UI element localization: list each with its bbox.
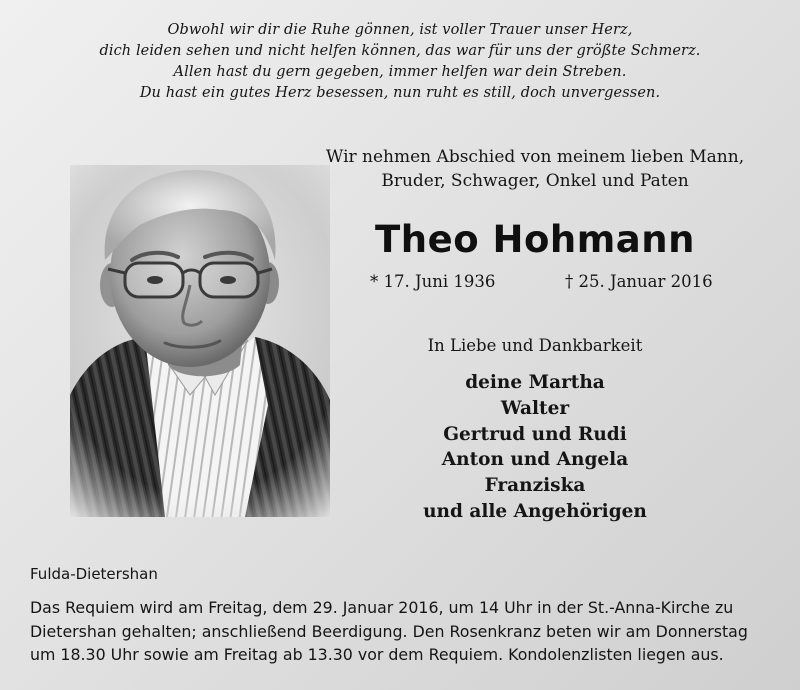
requiem-line: Das Requiem wird am Freitag, dem 29. Januar 2016, um 14 Uhr in der St.-Anna-Kirche zu	[30, 598, 734, 617]
intro-text	[320, 145, 750, 193]
intro-line: Wir nehmen Abschied von meinem lieben Mann,	[325, 147, 745, 167]
poem-line: Obwohl wir dir die Ruhe gönnen, ist voller Trauer unser Herz,	[167, 22, 633, 38]
death-date: † 25. Januar 2016	[565, 272, 713, 291]
poem-line: dich leiden sehen und nicht helfen können, das war für uns der größte Schmerz.	[99, 43, 701, 59]
poem-line: Allen hast du gern gegeben, immer helfen war dein Streben.	[173, 64, 627, 80]
poem-line: Du hast ein gutes Herz besessen, nun ruht es still, doch unvergessen.	[139, 85, 661, 101]
requiem-line: um 18.30 Uhr sowie am Freitag ab 13.30 vor dem Requiem. Kondolenzlisten liegen aus.	[30, 645, 724, 664]
family-member: Anton und Angela	[441, 449, 629, 471]
intro-line: Bruder, Schwager, Onkel und Paten	[381, 171, 689, 191]
family-member: Franziska	[484, 475, 586, 497]
thanks-line: In Liebe und Dankbarkeit	[427, 336, 643, 355]
deceased-name: Theo Hohmann	[375, 218, 695, 261]
family-member: Gertrud und Rudi	[443, 423, 627, 445]
place-name: Fulda-Dietershan	[30, 565, 158, 583]
family-member: Walter	[500, 397, 570, 419]
requiem-line: Dietershan gehalten; anschließend Beerdigung. Den Rosenkranz beten wir am Donnerstag	[30, 621, 748, 641]
family-member: deine Martha	[465, 372, 605, 393]
poem	[0, 20, 800, 104]
requiem-notice	[30, 596, 790, 667]
birth-date: * 17. Juni 1936	[370, 272, 496, 291]
portrait-photo	[70, 165, 330, 517]
family-list	[320, 370, 750, 525]
family-member: und alle Angehörigen	[423, 500, 647, 522]
